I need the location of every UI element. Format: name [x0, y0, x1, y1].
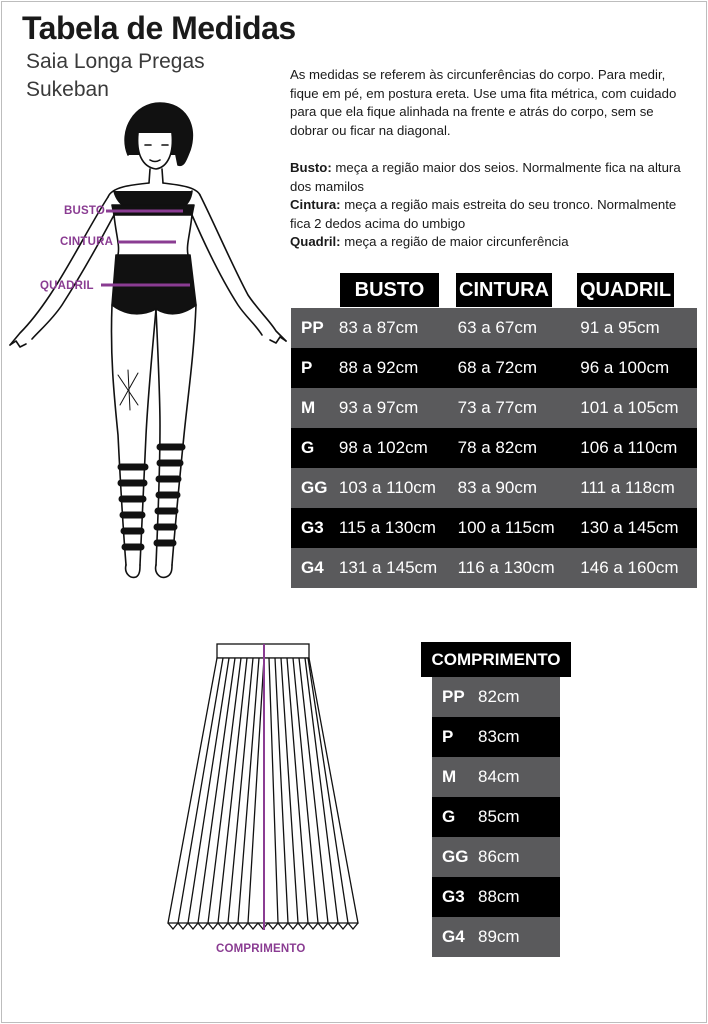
cintura-value: 73 a 77cm [457, 398, 537, 417]
size-label: G3 [442, 887, 465, 906]
cintura-value: 63 a 67cm [457, 318, 537, 337]
size-label: P [442, 727, 454, 746]
size-row-g4 [291, 548, 697, 588]
measurement-intro: As medidas se referem às circunferências do corpo. Para medir, fique em pé, em postura ereta. Use uma fita métrica, com cuidado para que ela fique alinhada na frente e atrás do corpo, sem se dobrar ou ficar na diagonal. [290, 67, 677, 138]
quadril-value: 130 a 145cm [580, 518, 679, 537]
length-value: 83cm [478, 727, 520, 746]
header-cintura: CINTURA [456, 273, 552, 307]
busto-label: BUSTO [64, 205, 106, 217]
def-busto: Busto: meça a região maior dos seios. Normalmente fica na altura dos mamilos [290, 160, 681, 194]
size-row-gg [291, 468, 697, 508]
size-row-m [291, 388, 697, 428]
size-label: GG [301, 478, 328, 497]
cintura-value: 116 a 130cm [457, 558, 555, 577]
comprimento-label: COMPRIMENTO [216, 943, 306, 955]
quadril-value: 106 a 110cm [580, 438, 678, 457]
busto-value: 103 a 110cm [338, 478, 436, 497]
length-value: 88cm [478, 887, 520, 906]
size-label: GG [442, 847, 469, 866]
body-figure-illustration [0, 95, 292, 585]
busto-value: 131 a 145cm [338, 558, 438, 577]
skirt-illustration [160, 640, 370, 940]
length-row-g4 [432, 917, 560, 957]
length-row-pp [432, 677, 560, 717]
quadril-label: QUADRIL [40, 280, 94, 292]
header-busto: BUSTO [340, 273, 439, 307]
size-label: M [442, 767, 457, 786]
page-title: Tabela de Medidas [22, 10, 296, 46]
length-value: 82cm [478, 687, 520, 706]
busto-value: 83 a 87cm [338, 318, 419, 337]
cintura-value: 68 a 72cm [457, 358, 537, 377]
length-value: 85cm [478, 807, 520, 826]
length-row-gg [432, 837, 560, 877]
header-comprimento: COMPRIMENTO [421, 642, 571, 677]
quadril-value: 91 a 95cm [580, 318, 660, 337]
size-label: G3 [301, 518, 324, 537]
size-label: P [301, 358, 313, 377]
subtitle-line-1: Saia Longa Pregas [26, 50, 205, 73]
quadril-value: 101 a 105cm [580, 398, 679, 417]
length-row-m [432, 757, 560, 797]
size-row-p [291, 348, 697, 388]
size-label: G4 [301, 558, 324, 577]
size-label: PP [301, 318, 324, 337]
def-quadril: Quadril: meça a região de maior circunferência [290, 234, 569, 250]
measurement-definitions [290, 159, 690, 252]
quadril-value: 111 a 118cm [580, 478, 675, 497]
quadril-value: 96 a 100cm [580, 358, 670, 377]
size-label: G4 [442, 927, 465, 946]
busto-value: 98 a 102cm [338, 438, 428, 457]
length-value: 86cm [478, 847, 520, 866]
size-label: M [301, 398, 316, 417]
quadril-value: 146 a 160cm [580, 558, 679, 577]
size-row-pp [291, 308, 697, 348]
cintura-value: 78 a 82cm [457, 438, 537, 457]
size-label: G [442, 807, 456, 826]
length-row-g [432, 797, 560, 837]
length-row-p [432, 717, 560, 757]
size-row-g [291, 428, 697, 468]
subtitle-line-2: Sukeban [26, 78, 109, 101]
length-value: 84cm [478, 767, 520, 786]
busto-value: 115 a 130cm [338, 518, 436, 537]
length-value: 89cm [478, 927, 520, 946]
cintura-value: 83 a 90cm [457, 478, 537, 497]
cintura-value: 100 a 115cm [457, 518, 555, 537]
length-row-g3 [432, 877, 560, 917]
def-cintura: Cintura: meça a região mais estreita do seu tronco. Normalmente fica 2 dedos acima do umbigo [290, 197, 677, 231]
size-row-g3 [291, 508, 697, 548]
size-label: G [301, 438, 315, 457]
busto-value: 88 a 92cm [338, 358, 419, 377]
header-quadril: QUADRIL [577, 273, 674, 307]
cintura-label: CINTURA [60, 236, 114, 248]
size-label: PP [442, 687, 465, 706]
busto-value: 93 a 97cm [338, 398, 419, 417]
